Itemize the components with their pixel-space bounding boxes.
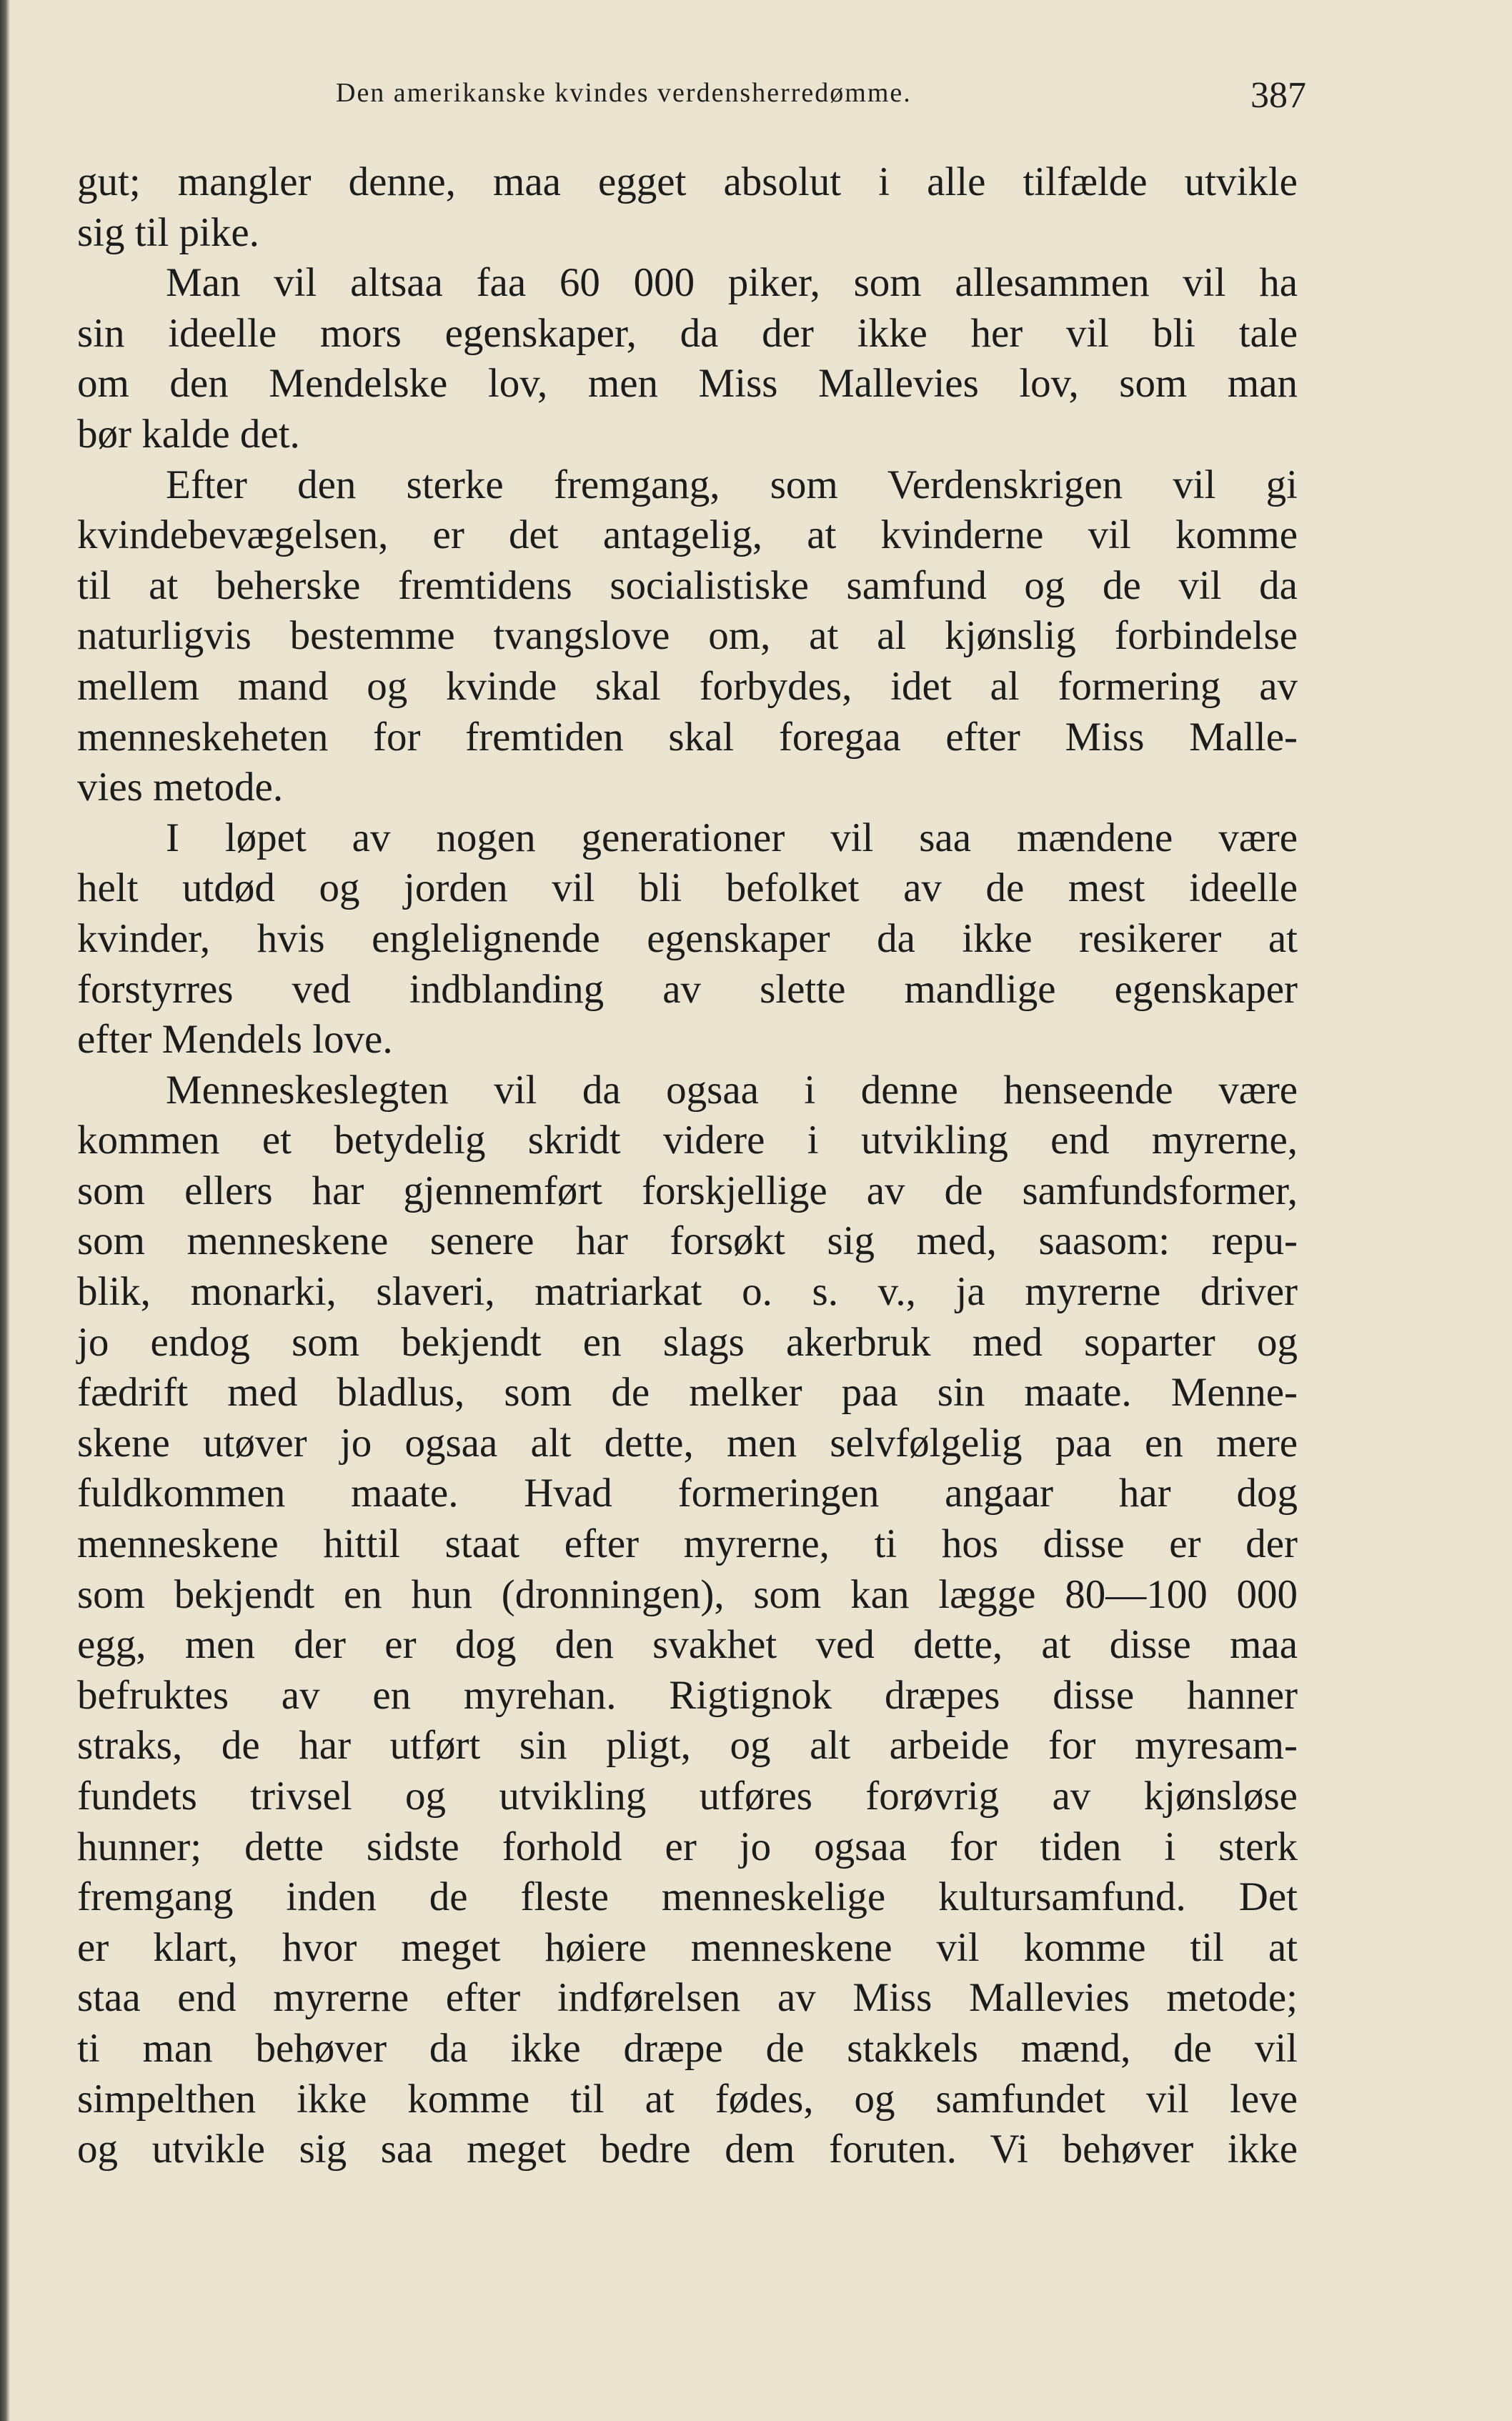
text-line: helt utdød og jorden vil bli befolket av de mest ideelle xyxy=(77,865,1298,911)
text-line: straks, de har utført sin pligt, og alt arbeide for myresam- xyxy=(77,1723,1298,1769)
text-line: forstyrres ved indblanding av slette mandlige egenskaper xyxy=(77,966,1298,1012)
text-line: kommen et betydelig skridt videre i utvikling end myrerne, xyxy=(77,1118,1298,1163)
page-number: 387 xyxy=(1250,75,1306,116)
text-line: blik, monarki, slaveri, matriarkat o. s. v., ja myrerne driver xyxy=(77,1269,1298,1315)
running-head: Den amerikanske kvindes verdensherredømme. xyxy=(336,78,912,108)
text-line: som bekjendt en hun (dronningen), som kan lægge 80—100 000 xyxy=(77,1571,1298,1617)
page-binding-edge xyxy=(0,0,10,2421)
text-line: egg, men der er dog den svakhet ved dette, at disse maa xyxy=(77,1622,1298,1668)
text-line: fremgang inden de fleste menneskelige kultursamfund. Det xyxy=(77,1874,1298,1920)
text-line: jo endog som bekjendt en slags akerbruk med soparter og xyxy=(77,1319,1298,1365)
text-line: om den Mendelske lov, men Miss Mallevies lov, som man xyxy=(77,361,1298,407)
text-line: sin ideelle mors egenskaper, da der ikke her vil bli tale xyxy=(77,310,1298,356)
text-line: staa end myrerne efter indførelsen av Miss Mallevies metode; xyxy=(77,1975,1298,2021)
text-line: fundets trivsel og utvikling utføres forøvrig av kjønsløse xyxy=(77,1774,1298,1819)
text-line: skene utøver jo ogsaa alt dette, men selvfølgelig paa en mere xyxy=(77,1420,1298,1466)
text-line: befruktes av en myrehan. Rigtignok dræpes disse hanner xyxy=(77,1672,1298,1718)
text-line: sig til pike. xyxy=(77,209,259,255)
text-line: Efter den sterke fremgang, som Verdenskrigen vil gi xyxy=(166,462,1298,507)
text-line: simpelthen ikke komme til at fødes, og samfundet vil leve xyxy=(77,2076,1298,2122)
text-line: og utvikle sig saa meget bedre dem foruten. Vi behøver ikke xyxy=(77,2127,1298,2172)
text-line: til at beherske fremtidens socialistiske samfund og de vil da xyxy=(77,562,1298,608)
text-line: fuldkommen maate. Hvad formeringen angaar har dog xyxy=(77,1471,1298,1516)
text-line: kvinder, hvis englelignende egenskaper da ikke resikerer at xyxy=(77,915,1298,961)
text-line: gut; mangler denne, maa egget absolut i alle tilfælde utvikle xyxy=(77,159,1298,204)
text-line: efter Mendels love. xyxy=(77,1017,393,1063)
text-line: hunner; dette sidste forhold er jo ogsaa for tiden i sterk xyxy=(77,1824,1298,1869)
text-line: fædrift med bladlus, som de melker paa sin maate. Menne- xyxy=(77,1370,1298,1416)
text-line: bør kalde det. xyxy=(77,411,300,457)
text-line: menneskeheten for fremtiden skal foregaa efter Miss Malle- xyxy=(77,714,1298,760)
text-line: Menneskeslegten vil da ogsaa i denne henseende være xyxy=(166,1067,1298,1113)
body-text xyxy=(77,157,1298,2175)
text-line: vies metode. xyxy=(77,765,284,810)
text-line: naturligvis bestemme tvangslove om, at al kjønslig forbindelse xyxy=(77,613,1298,659)
text-line: mellem mand og kvinde skal forbydes, idet al formering av xyxy=(77,663,1298,709)
text-line: er klart, hvor meget høiere menneskene vil komme til at xyxy=(77,1924,1298,1970)
text-line: ti man behøver da ikke dræpe de stakkels mænd, de vil xyxy=(77,2025,1298,2071)
text-line: som menneskene senere har forsøkt sig med, saasom: repu- xyxy=(77,1218,1298,1264)
text-line: som ellers har gjennemført forskjellige av de samfundsformer, xyxy=(77,1168,1298,1213)
text-line: menneskene hittil staat efter myrerne, ti hos disse er der xyxy=(77,1521,1298,1567)
text-line: Man vil altsaa faa 60 000 piker, som allesammen vil ha xyxy=(166,260,1298,306)
text-line: I løpet av nogen generationer vil saa mændene være xyxy=(166,815,1298,860)
text-line: kvindebevægelsen, er det antagelig, at kvinderne vil komme xyxy=(77,512,1298,558)
